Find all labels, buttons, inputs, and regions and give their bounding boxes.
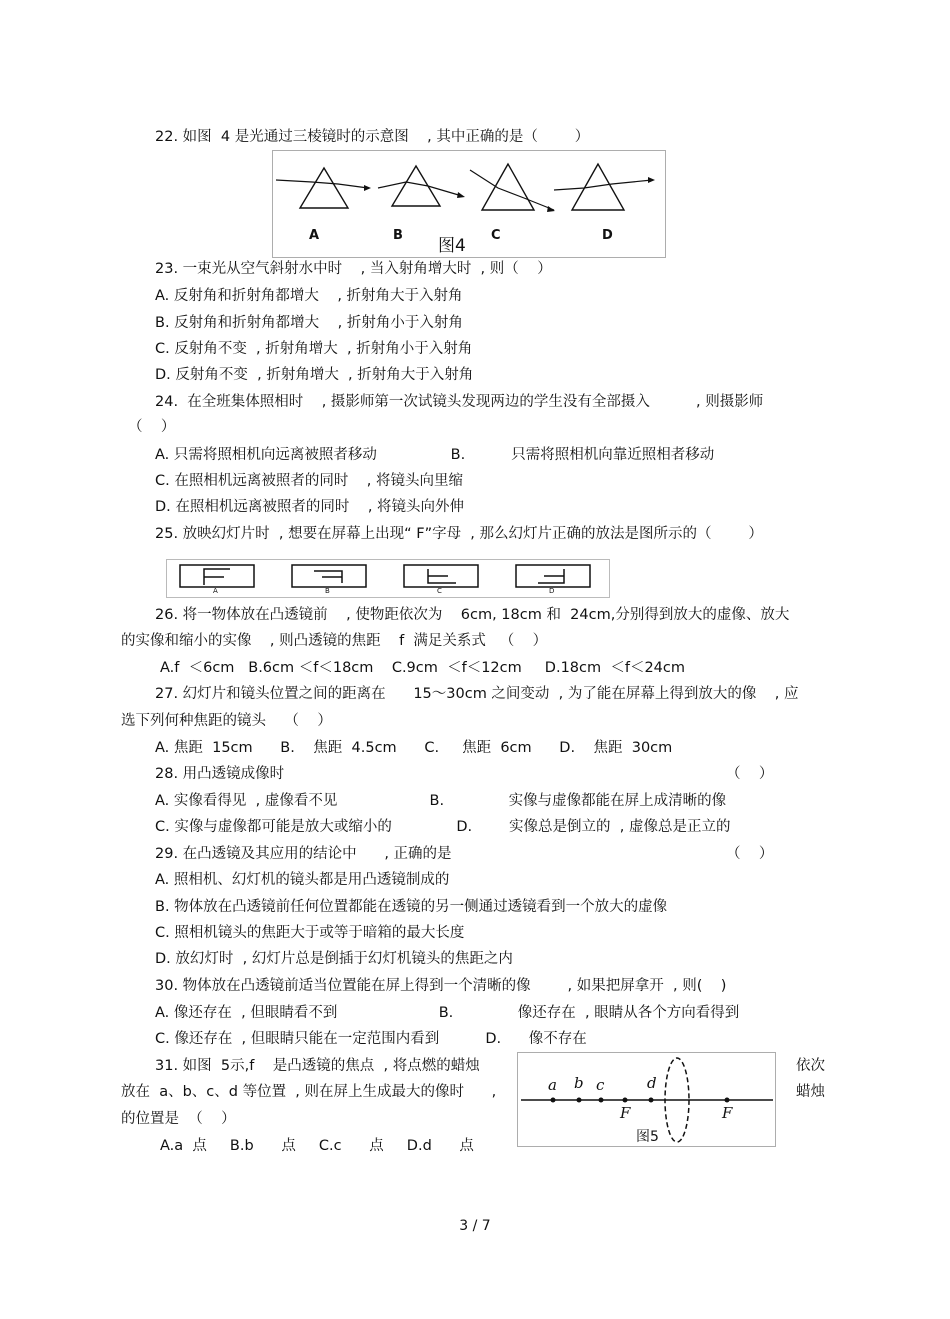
q24-option-d: D. 在照相机远离被照者的同时 , 将镜头向外伸 xyxy=(155,499,465,515)
q29-answer-paren: （ ） xyxy=(726,846,774,862)
q28-answer-paren: （ ） xyxy=(726,766,774,782)
slides-label-d: D xyxy=(549,587,555,595)
prism-a xyxy=(300,168,348,208)
figure-4-prisms xyxy=(272,150,666,258)
q31-stem-line2-right: 蜡烛 xyxy=(796,1084,825,1100)
point-f-left xyxy=(623,1098,628,1103)
point-a xyxy=(551,1098,556,1103)
q24-stem: 24. 在全班集体照相时 , 摄影师第一次试镜头发现两边的学生没有全部摄入 , 则摄影师 xyxy=(155,394,764,410)
q29-option-c: C. 照相机镜头的焦距大于或等于暗箱的最大长度 xyxy=(155,925,465,941)
ray-c xyxy=(470,170,554,210)
q23-option-a: A. 反射角和折射角都增大 , 折射角大于入射角 xyxy=(155,288,463,304)
q31-stem-line3: 的位置是 （ ） xyxy=(121,1111,236,1127)
slides-label-b: B xyxy=(325,587,330,595)
slides-label-c: C xyxy=(437,587,442,595)
fig4-label-a: A xyxy=(309,228,320,243)
q22-stem: 22. 如图 4 是光通过三棱镜时的示意图 , 其中正确的是（ ） xyxy=(155,129,590,145)
q28-option-ab: A. 实像看得见 , 虚像看不见 B. 实像与虚像都能在屏上成清晰的像 xyxy=(155,793,727,809)
q30-option-cd: C. 像还存在 , 但眼睛只能在一定范围内看到 D. 像不存在 xyxy=(155,1031,587,1047)
figure-slides-svg xyxy=(166,559,610,599)
q27-stem-cont: 选下列何种焦距的镜头 （ ） xyxy=(121,713,332,729)
figure-5-lens xyxy=(517,1052,777,1148)
fig5-label-f-left: F xyxy=(620,1104,631,1122)
q26-stem-cont: 的实像和缩小的实像 , 则凸透镜的焦距 f 满足关系式 （ ） xyxy=(121,633,548,649)
q28-option-cd: C. 实像与虚像都可能是放大或缩小的 D. 实像总是倒立的 , 虚像总是正立的 xyxy=(155,819,731,835)
q24-stem-cont: （ ） xyxy=(128,419,176,435)
q29-option-d: D. 放幻灯时 , 幻灯片总是倒插于幻灯机镜头的焦距之内 xyxy=(155,951,513,967)
ray-d xyxy=(554,180,652,190)
ray-b xyxy=(378,182,462,196)
q23-option-c: C. 反射角不变 , 折射角增大 , 折射角小于入射角 xyxy=(155,341,473,357)
slides-label-a: A xyxy=(213,587,218,595)
q26-stem: 26. 将一物体放在凸透镜前 , 使物距依次为 6cm, 18cm 和 24cm,分别得到放大的虚像、放大 xyxy=(155,607,790,623)
figure-slides xyxy=(166,559,610,599)
point-b xyxy=(577,1098,582,1103)
q23-option-b: B. 反射角和折射角都增大 , 折射角小于入射角 xyxy=(155,315,463,331)
q31-stem-line1-right: 依次 xyxy=(796,1058,825,1074)
q24-option-ab: A. 只需将照相机向远离被照者移动 B. 只需将照相机向靠近照相者移动 xyxy=(155,447,715,463)
point-d xyxy=(649,1098,654,1103)
fig4-label-d: D xyxy=(602,228,613,243)
fig5-caption: 图5 xyxy=(636,1129,659,1145)
q29-option-a: A. 照相机、幻灯机的镜头都是用凸透镜制成的 xyxy=(155,872,450,888)
ray-a xyxy=(276,180,368,188)
fig5-label-c: c xyxy=(596,1076,605,1094)
fig5-label-d: d xyxy=(647,1074,657,1092)
q27-stem: 27. 幻灯片和镜头位置之间的距离在 15～30cm 之间变动 , 为了能在屏幕上得到放大的像 , 应 xyxy=(155,686,799,702)
q31-stem-line1: 31. 如图 5示,f 是凸透镜的焦点 , 将点燃的蜡烛 xyxy=(155,1058,480,1074)
q31-options: A.a 点 B.b 点 C.c 点 D.d 点 xyxy=(160,1138,474,1154)
prism-d xyxy=(572,164,624,210)
prism-c xyxy=(482,164,534,210)
fig5-label-f-right: F xyxy=(722,1104,733,1122)
q28-stem: 28. 用凸透镜成像时 xyxy=(155,766,285,782)
q25-stem: 25. 放映幻灯片时 , 想要在屏幕上出现“ F”字母 , 那么幻灯片正确的放法是图所示的（ ） xyxy=(155,526,763,542)
fig5-label-a: a xyxy=(548,1076,557,1094)
q23-option-d: D. 反射角不变 , 折射角增大 , 折射角大于入射角 xyxy=(155,367,474,383)
page-number: 3 / 7 xyxy=(459,1218,491,1234)
q29-option-b: B. 物体放在凸透镜前任何位置都能在透镜的另一侧通过透镜看到一个放大的虚像 xyxy=(155,899,668,915)
point-c xyxy=(599,1098,604,1103)
q29-stem: 29. 在凸透镜及其应用的结论中 , 正确的是 xyxy=(155,846,452,862)
fig4-label-b: B xyxy=(393,228,403,243)
q30-stem: 30. 物体放在凸透镜前适当位置能在屏上得到一个清晰的像 , 如果把屏拿开 , 则( ) xyxy=(155,978,727,994)
fig4-caption: 图4 xyxy=(438,236,466,256)
q26-options: A.f ＜6cm B.6cm ＜f＜18cm C.9cm ＜f＜12cm D.18cm ＜f＜24cm xyxy=(160,660,685,676)
q27-options: A. 焦距 15cm B. 焦距 4.5cm C. 焦距 6cm D. 焦距 30cm xyxy=(155,740,673,756)
q24-option-c: C. 在照相机远离被照者的同时 , 将镜头向里缩 xyxy=(155,473,463,489)
fig4-label-c: C xyxy=(491,228,501,243)
prism-b xyxy=(392,166,440,206)
fig5-label-b: b xyxy=(574,1074,584,1092)
q31-stem-line2: 放在 a、b、c、d 等位置 , 则在屏上生成最大的像时 , xyxy=(121,1084,497,1100)
q23-stem: 23. 一束光从空气斜射水中时 , 当入射角增大时 , 则（ ） xyxy=(155,261,552,277)
q30-option-ab: A. 像还存在 , 但眼睛看不到 B. 像还存在 , 眼睛从各个方向看得到 xyxy=(155,1005,740,1021)
point-f-right xyxy=(725,1098,730,1103)
